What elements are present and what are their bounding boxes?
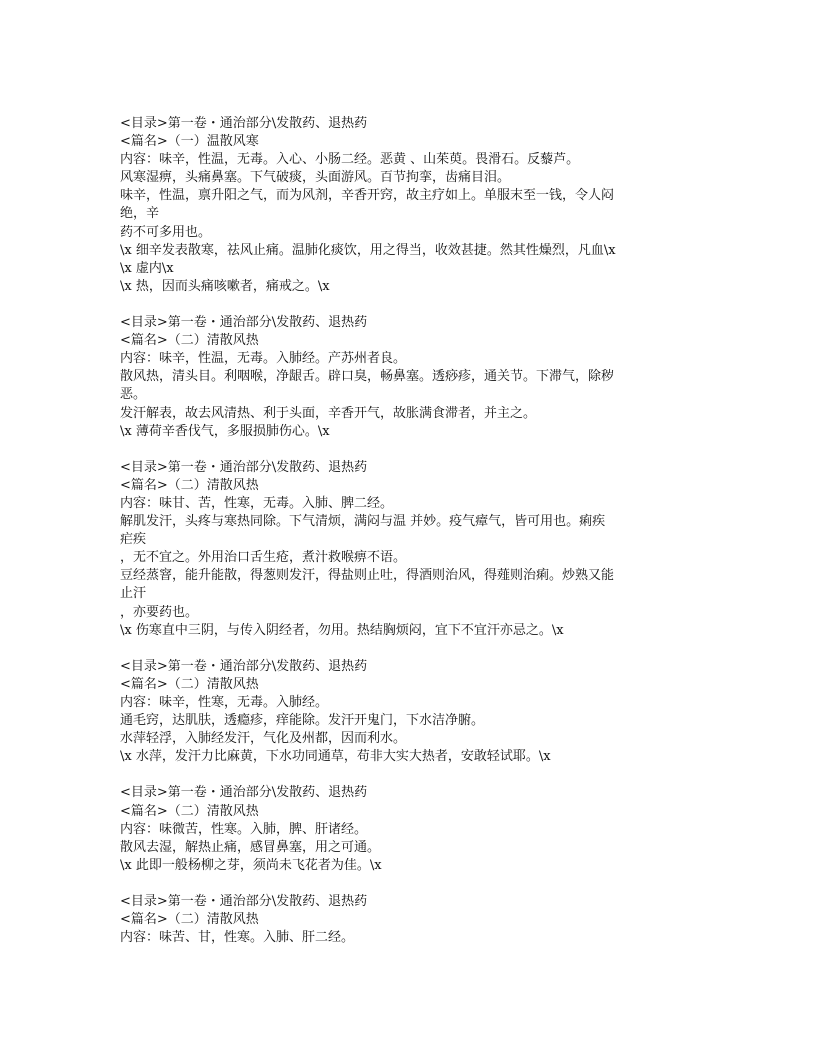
entry-catalog-line: <目录>第一卷・通治部分\发散药、退热药 xyxy=(120,894,368,910)
entry-text-line: \x 伤寒直中三阴，与传入阴经者，勿用。热结胸烦闷，宜下不宜汗亦忌之。\x xyxy=(120,622,564,638)
entry-text-line: 风寒湿痹，头痛鼻塞。下气破痰，头面游风。百节拘挛，齿痛目泪。 xyxy=(120,170,511,186)
entry-text-line: 止汗 xyxy=(120,586,147,602)
entry-catalog-line: <目录>第一卷・通治部分\发散药、退热药 xyxy=(120,785,368,801)
herb-entry xyxy=(120,459,700,640)
entry-title-line: <篇名>（二）清散风热 xyxy=(120,676,259,692)
entry-text-line: 味辛，性温，禀升阳之气，而为风剂，辛香开窍，故主疗如上。单服末至一钱，令人闷 xyxy=(120,188,615,204)
entry-text-line: 绝，辛 xyxy=(120,206,160,222)
entry-text-line: 内容：味辛，性寒，无毒。入肺经。 xyxy=(120,695,329,710)
entry-title-line: <篇名>（二）清散风热 xyxy=(120,333,259,349)
entry-text-line: \x 虚内\x xyxy=(120,260,174,276)
entry-text-line: 内容：味苦、甘，性寒。入肺、肝二经。 xyxy=(120,930,355,946)
entry-catalog-line: <目录>第一卷・通治部分\发散药、退热药 xyxy=(120,315,368,331)
entry-text-line: 通毛窍，达肌肤，透瘾疹，痒能除。发汗开鬼门，下水洁净腑。 xyxy=(120,713,485,729)
entry-text-line: \x 水萍，发汗力比麻黄，下水功同通草，苟非大实大热者，安敢轻试耶。\x xyxy=(120,749,551,765)
entry-text-line: 解肌发汗，头疼与寒热同除。下气清烦，满闷与温 并妙。疫气瘴气，皆可用也。痢疾 xyxy=(120,514,606,530)
entry-text-line: \x 此即一般杨柳之芽，须尚未飞花者为佳。\x xyxy=(120,857,382,873)
entry-catalog-line: <目录>第一卷・通治部分\发散药、退热药 xyxy=(120,459,368,475)
entry-text-line: 内容：味微苦，性寒。入肺，脾、肝诸经。 xyxy=(120,821,368,837)
entry-title-line: <篇名>（二）清散风热 xyxy=(120,803,259,819)
entry-text-line: \x 细辛发表散寒，祛风止痛。温肺化痰饮，用之得当，收效甚捷。然其性燥烈，凡血\x xyxy=(120,242,616,258)
entry-text-line: 发汗解表，故去风清热、利于头面，辛香开气，故胀满食滞者，并主之。 xyxy=(120,405,537,421)
entry-text-line: ，亦要药也。 xyxy=(120,604,199,620)
entry-text-line: 药不可多用也。 xyxy=(120,224,212,240)
entry-text-line: ，无不宜之。外用治口舌生疮，煮汁救喉痹不语。 xyxy=(120,550,407,566)
entry-text-line: 散风热，清头目。利咽喉，净龈舌。辟口臭，畅鼻塞。透痧疹，通关节。下滞气，除秽 xyxy=(120,369,615,385)
entry-text-line: \x 热，因而头痛咳嗽者，痛戒之。\x xyxy=(120,278,330,294)
entry-title-line: <篇名>（二）清散风热 xyxy=(120,477,259,493)
entry-title-line: <篇名>（一）温散风寒 xyxy=(120,134,259,150)
herb-entry xyxy=(120,115,700,296)
entry-catalog-line: <目录>第一卷・通治部分\发散药、退热药 xyxy=(120,658,368,674)
entry-text-line: 恶。 xyxy=(120,387,147,403)
herb-entry xyxy=(120,784,700,874)
entry-title-line: <篇名>（二）清散风热 xyxy=(120,912,259,928)
entry-text-line: 内容：味辛，性温，无毒。入肺经。产苏州者良。 xyxy=(120,351,407,367)
herb-entry xyxy=(120,893,700,947)
entry-text-line: 疟疾 xyxy=(120,532,147,548)
entry-text-line: 散风去湿，解热止痛，感冒鼻塞，用之可通。 xyxy=(120,839,381,855)
entry-text-line: 内容：味辛，性温，无毒。入心、小肠二经。恶黄 、山茱萸。畏滑石。反藜芦。 xyxy=(120,152,580,168)
entry-text-line: 豆经蒸窨，能升能散，得葱则发汗，得盐则止吐，得酒则治风，得薤则治痢。炒熟又能 xyxy=(120,568,615,584)
entry-catalog-line: <目录>第一卷・通治部分\发散药、退热药 xyxy=(120,116,368,131)
entry-text-line: \x 薄荷辛香伐气，多服损肺伤心。\x xyxy=(120,423,330,439)
entry-text-line: 内容：味甘、苦，性寒，无毒。入肺、脾二经。 xyxy=(120,495,394,511)
document-body xyxy=(120,115,700,965)
entry-text-line: 水萍轻浮，入肺经发汗，气化及州都，因而利水。 xyxy=(120,731,407,747)
herb-entry xyxy=(120,658,700,767)
herb-entry xyxy=(120,314,700,441)
